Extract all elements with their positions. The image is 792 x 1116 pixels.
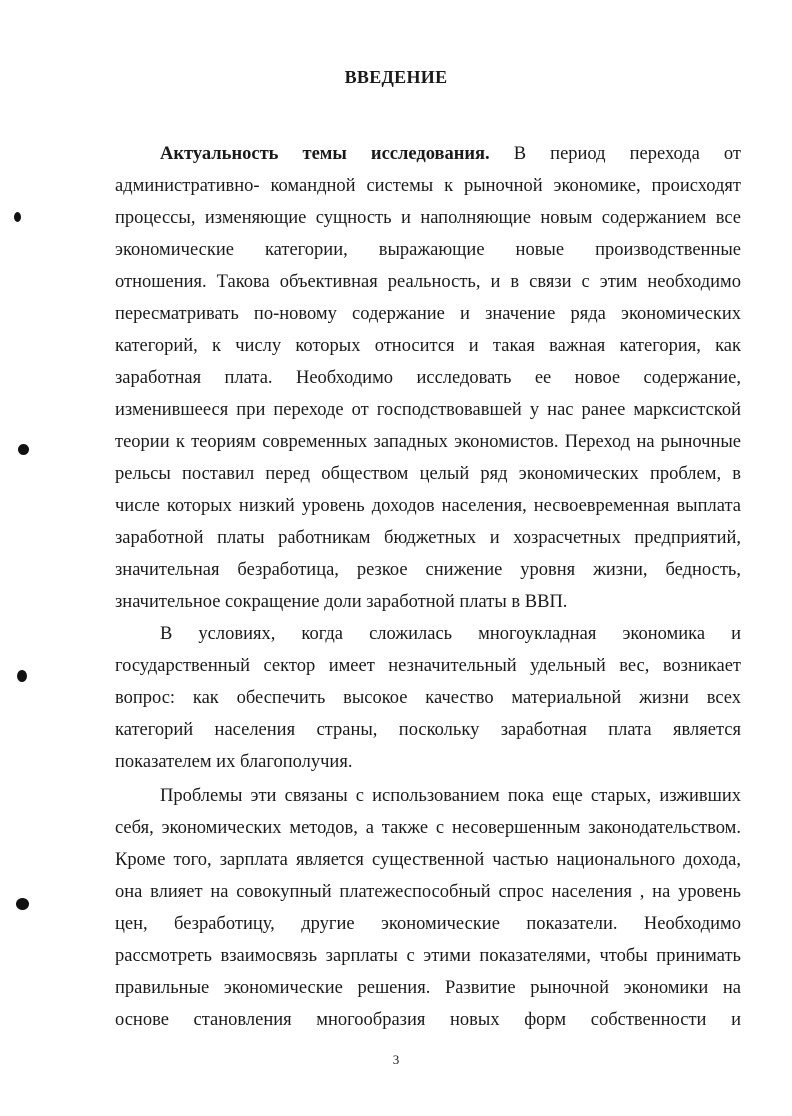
paragraph-1-line-5: отношения. Такова объективная реальность, и в связи с этим необходимо — [115, 272, 741, 292]
paragraph-1-line-1 — [160, 143, 741, 165]
paragraph-2-line-2: государственный сектор имеет незначительный удельный вес, возникает — [115, 656, 741, 676]
paragraph-3-line-6: рассмотреть взаимосвязь зарплаты с этими показателями, чтобы принимать — [115, 946, 741, 966]
paragraph-3-line-3: Кроме того, зарплата является существенной частью национального дохода, — [115, 850, 741, 870]
paragraph-2-line-5: показателем их благополучия. — [115, 752, 353, 772]
paragraph-1-line-3: процессы, изменяющие сущность и наполняющие новым содержанием все — [115, 208, 741, 228]
paragraph-3-line-2: себя, экономических методов, а также с несовершенным законодательством. — [115, 818, 741, 838]
paragraph-1-line-12: числе которых низкий уровень доходов населения, несвоевременная выплата — [115, 496, 741, 516]
paragraph-1-line-7: категорий, к числу которых относится и такая важная категория, как — [115, 336, 741, 356]
paragraph-3-line-8: основе становления многообразия новых форм собственности и — [115, 1010, 741, 1030]
paragraph-2-line-1: В условиях, когда сложилась многоукладная экономика и — [160, 624, 741, 644]
paragraph-3-line-4: она влияет на совокупный платежеспособный спрос населения , на уровень — [115, 882, 741, 902]
paragraph-3-line-5: цен, безработицу, другие экономические показатели. Необходимо — [115, 914, 741, 934]
punch-hole-mark — [16, 898, 29, 910]
paragraph-1-line-8: заработная плата. Необходимо исследовать ее новое содержание, — [115, 368, 741, 388]
page-number: 3 — [392, 1052, 400, 1067]
paragraph-1-line-6: пересматривать по-новому содержание и значение ряда экономических — [115, 304, 741, 324]
paragraph-1-line-15: значительное сокращение доли заработной платы в ВВП. — [115, 592, 568, 612]
paragraph-1-line-10: теории к теориям современных западных экономистов. Переход на рыночные — [115, 432, 741, 452]
paragraph-3-line-1: Проблемы эти связаны с использованием пока еще старых, изживших — [160, 786, 741, 806]
punch-hole-mark — [14, 212, 21, 222]
paragraph-1-line-14: значительная безработица, резкое снижение уровня жизни, бедность, — [115, 560, 741, 580]
paragraph-2-line-3: вопрос: как обеспечить высокое качество материальной жизни всех — [115, 688, 741, 708]
paragraph-2-line-4: категорий населения страны, поскольку заработная плата является — [115, 720, 741, 740]
punch-hole-mark — [18, 444, 29, 455]
paragraph-1-line-4: экономические категории, выражающие новые производственные — [115, 240, 741, 260]
paragraph-1-line-13: заработной платы работникам бюджетных и хозрасчетных предприятий, — [115, 528, 741, 548]
paragraph-1-line-9: изменившееся при переходе от господствовавшей у нас ранее марксистской — [115, 400, 741, 420]
paragraph-1-line-11: рельсы поставил перед обществом целый ряд экономических проблем, в — [115, 464, 741, 484]
paragraph-1-line-2: административно- командной системы к рыночной экономике, происходят — [115, 176, 741, 196]
paragraph-1-bold-lead: Актуальность темы исследования. — [160, 144, 490, 164]
page-title: ВВЕДЕНИЕ — [344, 67, 448, 87]
paragraph-1-line-1-text: В период перехода от — [489, 144, 741, 164]
paragraph-3-line-7: правильные экономические решения. Развитие рыночной экономики на — [115, 978, 741, 998]
punch-hole-mark — [17, 670, 27, 682]
